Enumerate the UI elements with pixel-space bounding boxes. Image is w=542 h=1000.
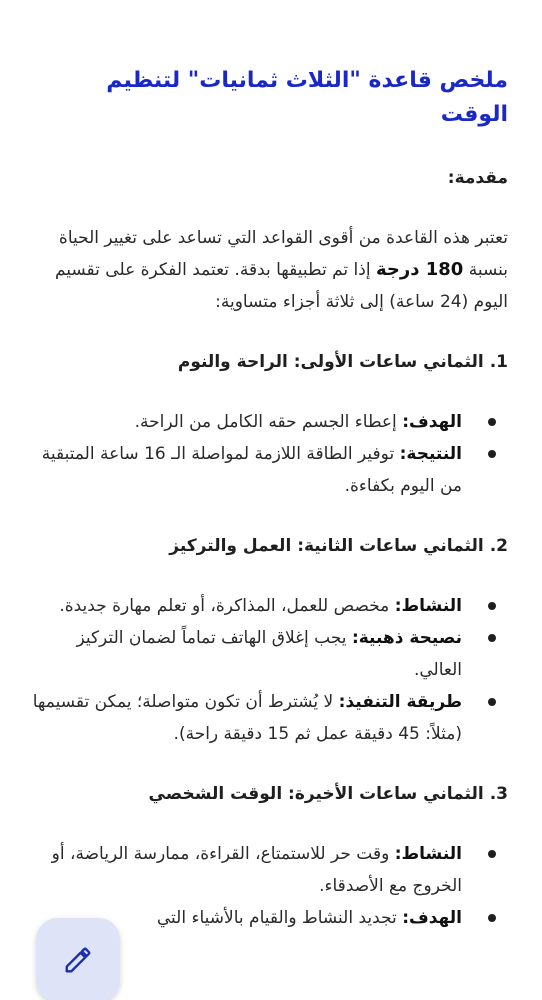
section-3-heading bbox=[32, 780, 508, 808]
section-1-list bbox=[32, 406, 508, 502]
bullet-label: النشاط: bbox=[394, 844, 462, 864]
list-item bbox=[32, 406, 508, 438]
bullet-dot bbox=[488, 850, 496, 858]
list-item bbox=[32, 838, 508, 902]
bullet-label: النشاط: bbox=[394, 596, 462, 616]
bullet-text: يجب إغلاق الهاتف تماماً لضمان التركيز العالي. bbox=[76, 628, 462, 680]
section-2-list bbox=[32, 590, 508, 750]
bullet-dot bbox=[488, 602, 496, 610]
section-3-title: الثماني ساعات الأخيرة: الوقت الشخصي bbox=[148, 784, 484, 804]
bullet-dot bbox=[488, 450, 496, 458]
bullet-label: نصيحة ذهبية: bbox=[351, 628, 462, 648]
section-2-title: الثماني ساعات الثانية: العمل والتركيز bbox=[169, 536, 484, 556]
bullet-text: تجديد النشاط والقيام بالأشياء التي bbox=[156, 908, 403, 928]
bullet-text: لا يُشترط أن تكون متواصلة؛ يمكن تقسيمها (مثلاً: 45 دقيقة عمل ثم 15 دقيقة راحة). bbox=[32, 692, 462, 744]
section-1-heading bbox=[32, 348, 508, 376]
bullet-dot bbox=[488, 634, 496, 642]
section-2-number: 2. bbox=[489, 536, 508, 556]
intro-heading: مقدمة: bbox=[447, 168, 508, 188]
bullet-label: الهدف: bbox=[402, 908, 462, 928]
bullet-dot bbox=[488, 698, 496, 706]
section-1-number: 1. bbox=[489, 352, 508, 372]
bullet-label: طريقة التنفيذ: bbox=[338, 692, 462, 712]
intro-text-before: تعتبر هذه القاعدة من أقوى القواعد التي تساعد على تغيير الحياة بنسبة bbox=[58, 228, 508, 280]
intro-emphasis: 180 درجة bbox=[375, 259, 464, 280]
list-item bbox=[32, 438, 508, 502]
list-item bbox=[32, 686, 508, 750]
bullet-label: النتيجة: bbox=[399, 444, 462, 464]
bullet-dot bbox=[488, 914, 496, 922]
edit-fab-button[interactable] bbox=[36, 918, 120, 1000]
section-2-heading bbox=[32, 532, 508, 560]
list-item bbox=[32, 590, 508, 622]
bullet-text: وقت حر للاستمتاع، القراءة، ممارسة الرياضة، أو الخروج مع الأصدقاء. bbox=[51, 844, 462, 896]
section-1-title: الثماني ساعات الأولى: الراحة والنوم bbox=[177, 352, 484, 372]
intro-paragraph bbox=[32, 222, 508, 318]
bullet-text: إعطاء الجسم حقه الكامل من الراحة. bbox=[134, 412, 403, 432]
list-item bbox=[32, 622, 508, 686]
bullet-dot bbox=[488, 418, 496, 426]
section-3-number: 3. bbox=[489, 784, 508, 804]
bullet-text: توفير الطاقة اللازمة لمواصلة الـ 16 ساعة المتبقية من اليوم بكفاءة. bbox=[41, 444, 462, 496]
document-title: ملخص قاعدة "الثلاث ثمانيات" لتنظيم الوقت bbox=[106, 68, 508, 127]
pencil-edit-icon bbox=[63, 945, 93, 975]
bullet-text: مخصص للعمل، المذاكرة، أو تعلم مهارة جديدة. bbox=[59, 596, 395, 616]
bullet-label: الهدف: bbox=[402, 412, 462, 432]
intro-text-after: إذا تم تطبيقها بدقة. تعتمد الفكرة على تقسيم اليوم (24 ساعة) إلى ثلاثة أجزاء متساوية: bbox=[54, 260, 508, 312]
document-content bbox=[32, 52, 508, 934]
